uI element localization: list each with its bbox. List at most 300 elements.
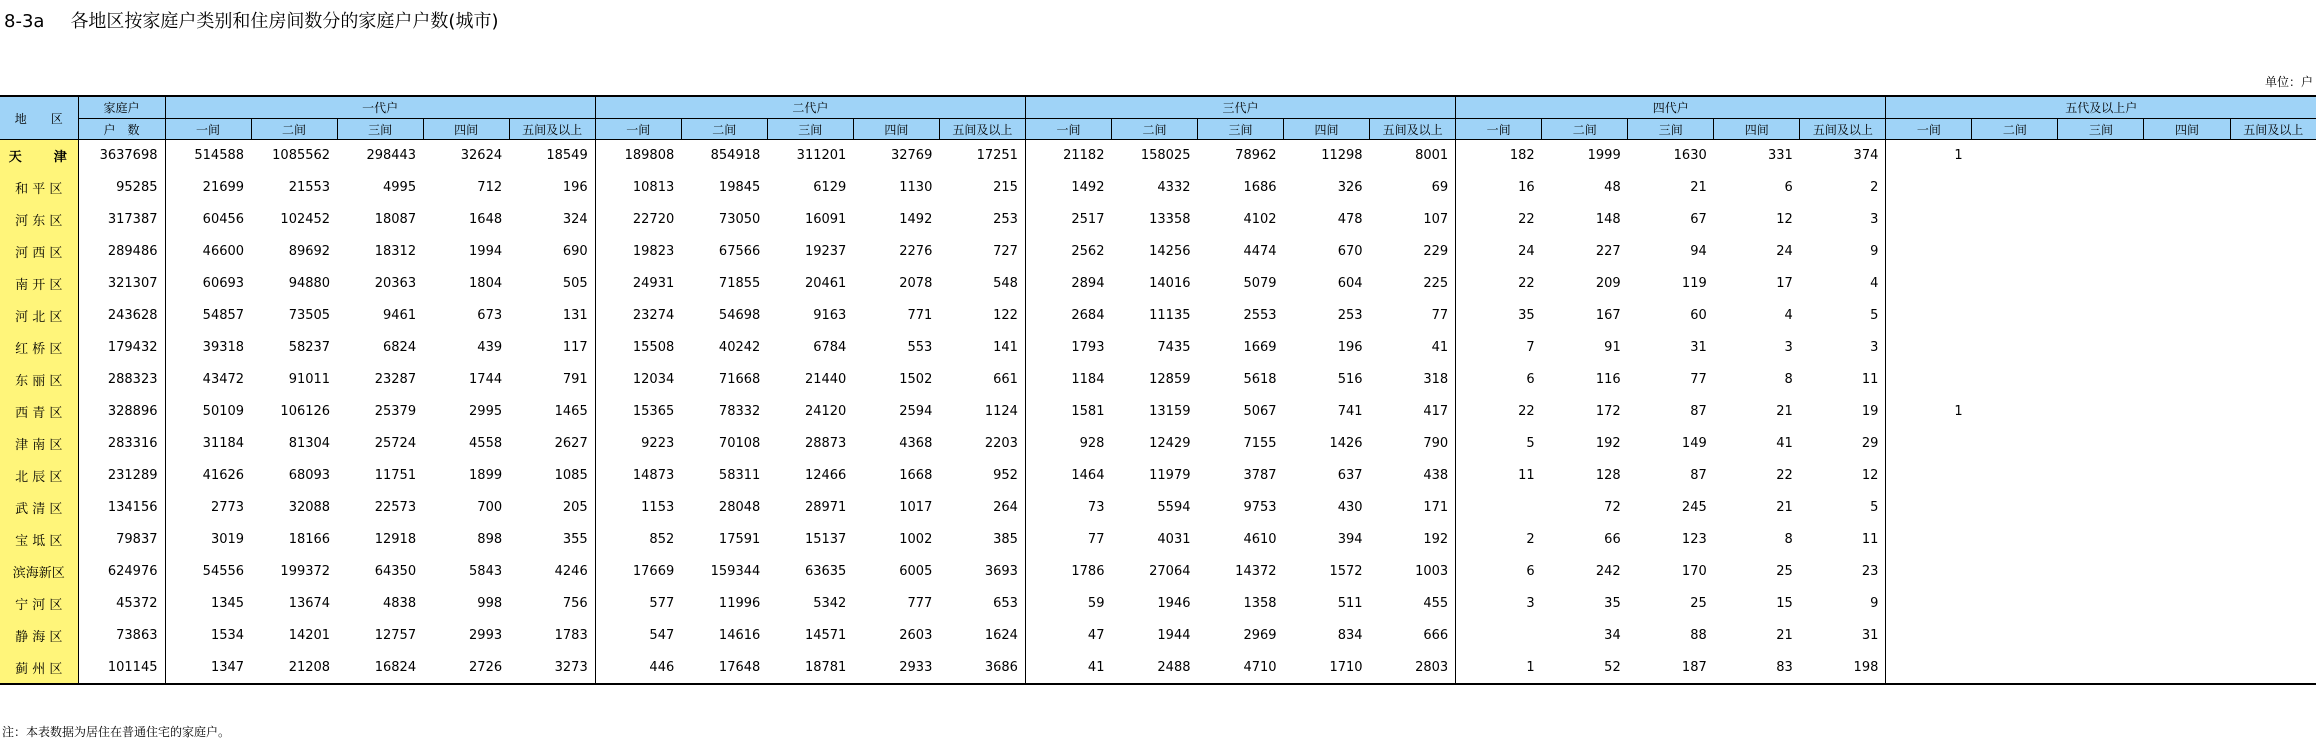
value-cell: [2230, 172, 2316, 204]
table-row: [0, 524, 2316, 556]
value-cell: 1630: [1673, 148, 1707, 164]
value-cell: 2969: [1243, 628, 1277, 643]
value-cell: 13358: [1149, 212, 1191, 227]
value-cell: 1492: [899, 212, 933, 227]
value-cell: 4: [1784, 308, 1793, 323]
value-cell: 385: [939, 524, 1025, 556]
value-cell: 9163: [813, 308, 847, 323]
value-cell: 2517: [1071, 212, 1105, 227]
total-cell: 243628: [78, 300, 165, 332]
total-header-bottom: 户 数: [78, 119, 165, 140]
total-cell: 231289: [78, 460, 165, 492]
value-cell: 78332: [718, 404, 761, 419]
value-cell: [1886, 364, 1972, 396]
value-cell: 4838: [383, 596, 417, 611]
value-cell: 25: [1690, 596, 1707, 611]
value-cell: [1456, 492, 1542, 524]
value-cell: 791: [509, 364, 595, 396]
value-cell: 505: [509, 268, 595, 300]
value-cell: 34: [1604, 628, 1621, 643]
value-cell: [2058, 300, 2144, 332]
value-cell: 3019: [210, 532, 245, 547]
room-header: 四间: [1284, 119, 1370, 140]
value-cell: [1886, 204, 1972, 236]
value-cell: 1668: [899, 468, 933, 483]
value-cell: 94880: [288, 276, 331, 291]
value-cell: 205: [509, 492, 595, 524]
value-cell: 27064: [1149, 564, 1191, 579]
group-header: 四代户: [1456, 96, 1886, 119]
value-cell: 12: [1800, 460, 1886, 492]
value-cell: 2: [1526, 532, 1535, 547]
value-cell: 7: [1526, 340, 1535, 355]
value-cell: 225: [1370, 268, 1456, 300]
value-cell: 1581: [1071, 404, 1105, 419]
table-row: [0, 300, 2316, 332]
value-cell: [1886, 236, 1972, 268]
value-cell: 60693: [202, 276, 245, 291]
room-header: 一间: [1886, 119, 1972, 140]
value-cell: 22: [1518, 404, 1535, 419]
value-cell: 2203: [939, 428, 1025, 460]
value-cell: 41626: [202, 468, 245, 483]
value-cell: [2144, 364, 2230, 396]
value-cell: [1972, 524, 2058, 556]
value-cell: [2144, 620, 2230, 652]
value-cell: 553: [907, 340, 933, 355]
value-cell: 5: [1800, 300, 1886, 332]
room-header: 三间: [767, 119, 853, 140]
value-cell: 9461: [383, 308, 417, 323]
value-cell: 9223: [641, 436, 675, 451]
value-cell: 32769: [890, 148, 933, 164]
value-cell: 577: [649, 596, 675, 611]
value-cell: 9: [1800, 588, 1886, 620]
value-cell: 253: [1337, 308, 1363, 323]
value-cell: 4368: [899, 436, 933, 451]
value-cell: 6: [1526, 372, 1535, 387]
value-cell: 25: [1776, 564, 1793, 579]
value-cell: 18166: [288, 532, 331, 547]
room-header: 三间: [1198, 119, 1284, 140]
value-cell: 24120: [804, 404, 847, 419]
value-cell: 25724: [374, 436, 417, 451]
value-cell: 31: [1690, 340, 1707, 355]
value-cell: 511: [1337, 596, 1363, 611]
value-cell: 5: [1800, 492, 1886, 524]
value-cell: 12466: [804, 468, 847, 483]
value-cell: 73050: [718, 212, 761, 227]
value-cell: 35: [1518, 308, 1535, 323]
value-cell: 324: [509, 204, 595, 236]
value-cell: 119: [1681, 276, 1707, 291]
value-cell: 854918: [710, 148, 761, 164]
value-cell: [2144, 268, 2230, 300]
value-cell: [1972, 172, 2058, 204]
value-cell: 67566: [718, 244, 761, 259]
value-cell: 67: [1690, 212, 1707, 227]
total-cell: 624976: [78, 556, 165, 588]
value-cell: 158025: [1140, 148, 1191, 164]
value-cell: 21: [1690, 180, 1707, 195]
value-cell: 70108: [718, 436, 761, 451]
value-cell: [1886, 428, 1972, 460]
value-cell: [2230, 620, 2316, 652]
value-cell: 71668: [718, 372, 761, 387]
value-cell: 547: [649, 628, 675, 643]
value-cell: 6784: [813, 340, 847, 355]
value-cell: 25379: [374, 404, 417, 419]
value-cell: 245: [1681, 500, 1707, 515]
value-cell: 17591: [718, 532, 761, 547]
value-cell: 18312: [374, 244, 417, 259]
value-cell: 107: [1370, 204, 1456, 236]
table-row: [0, 460, 2316, 492]
value-cell: 189808: [624, 148, 675, 164]
value-cell: 128: [1595, 468, 1621, 483]
value-cell: 141: [939, 332, 1025, 364]
value-cell: 4: [1800, 268, 1886, 300]
value-cell: 91: [1604, 340, 1621, 355]
value-cell: 196: [509, 172, 595, 204]
value-cell: 19: [1800, 396, 1886, 428]
value-cell: 834: [1337, 628, 1363, 643]
value-cell: 1783: [509, 620, 595, 652]
value-cell: 91011: [288, 372, 331, 387]
value-cell: [2230, 268, 2316, 300]
room-header: 四间: [2144, 119, 2230, 140]
footnote: 注：本表数据为居住在普通住宅的家庭户。: [2, 725, 231, 739]
value-cell: 2726: [423, 652, 509, 684]
value-cell: 54556: [202, 564, 245, 579]
value-cell: 58311: [718, 468, 761, 483]
room-header: 一间: [165, 119, 251, 140]
value-cell: 14571: [804, 628, 847, 643]
value-cell: [2230, 460, 2316, 492]
value-cell: 3686: [939, 652, 1025, 684]
value-cell: 2488: [1111, 652, 1197, 684]
value-cell: 41: [1025, 652, 1111, 684]
value-cell: [2230, 204, 2316, 236]
value-cell: 148: [1595, 212, 1621, 227]
value-cell: 11751: [374, 468, 417, 483]
value-cell: 5843: [469, 564, 503, 579]
table-row: [0, 428, 2316, 460]
value-cell: 670: [1337, 244, 1363, 259]
table-row: [0, 140, 2316, 172]
room-header: 一间: [595, 119, 681, 140]
total-cell: 179432: [78, 332, 165, 364]
value-cell: [2230, 588, 2316, 620]
room-header: 五间及以上: [2230, 119, 2316, 140]
value-cell: 17648: [681, 652, 767, 684]
region-cell: 西 青 区: [0, 396, 78, 428]
value-cell: 1899: [469, 468, 503, 483]
value-cell: 2773: [210, 500, 245, 515]
value-cell: 790: [1370, 428, 1456, 460]
value-cell: 1994: [469, 244, 503, 259]
value-cell: 170: [1681, 564, 1707, 579]
total-cell: 101145: [78, 652, 165, 684]
value-cell: 20363: [374, 276, 417, 291]
value-cell: 22: [1518, 276, 1535, 291]
page-title: [4, 7, 498, 33]
total-cell: 134156: [78, 492, 165, 524]
value-cell: [2230, 524, 2316, 556]
value-cell: 149: [1681, 436, 1707, 451]
value-cell: 16824: [337, 652, 423, 684]
value-cell: 63635: [804, 564, 847, 579]
region-cell: 河 北 区: [0, 300, 78, 332]
value-cell: 298443: [366, 148, 417, 164]
room-header: 二间: [1111, 119, 1197, 140]
value-cell: 31: [1800, 620, 1886, 652]
value-cell: 15137: [804, 532, 847, 547]
value-cell: 673: [477, 308, 503, 323]
value-cell: 4558: [469, 436, 503, 451]
total-cell: 45372: [78, 588, 165, 620]
value-cell: 253: [939, 204, 1025, 236]
value-cell: 4031: [1157, 532, 1191, 547]
value-cell: 3: [1526, 596, 1535, 611]
value-cell: [2058, 396, 2144, 428]
value-cell: 159344: [710, 564, 761, 579]
value-cell: 22573: [374, 500, 417, 515]
value-cell: 1502: [899, 372, 933, 387]
value-cell: 77: [1370, 300, 1456, 332]
value-cell: 89692: [288, 244, 331, 259]
value-cell: [2058, 140, 2144, 172]
region-cell: 宁 河 区: [0, 588, 78, 620]
value-cell: 1944: [1157, 628, 1191, 643]
value-cell: [2058, 460, 2144, 492]
value-cell: 741: [1337, 404, 1363, 419]
value-cell: 14016: [1149, 276, 1191, 291]
value-cell: [2058, 364, 2144, 396]
value-cell: 77: [1087, 532, 1105, 547]
value-cell: 1085562: [272, 148, 331, 164]
value-cell: 2803: [1370, 652, 1456, 684]
value-cell: [1972, 204, 2058, 236]
value-cell: 18781: [767, 652, 853, 684]
value-cell: 852: [649, 532, 675, 547]
total-cell: 321307: [78, 268, 165, 300]
room-header: 三间: [1628, 119, 1714, 140]
value-cell: 20461: [804, 276, 847, 291]
value-cell: [1886, 620, 1972, 652]
value-cell: 13674: [288, 596, 331, 611]
value-cell: 3: [1784, 340, 1793, 355]
value-cell: 41: [1370, 332, 1456, 364]
value-cell: 52: [1542, 652, 1628, 684]
value-cell: 1572: [1329, 564, 1363, 579]
region-cell: 和 平 区: [0, 172, 78, 204]
value-cell: 19845: [718, 180, 761, 195]
value-cell: [2144, 332, 2230, 364]
table-title: 各地区按家庭户类别和住房间数分的家庭户户数(城市): [70, 11, 499, 32]
value-cell: 2684: [1071, 308, 1105, 323]
value-cell: 4610: [1243, 532, 1277, 547]
value-cell: 54857: [202, 308, 245, 323]
value-cell: 83: [1714, 652, 1800, 684]
value-cell: 10813: [632, 180, 675, 195]
value-cell: 4474: [1243, 244, 1277, 259]
total-cell: 317387: [78, 204, 165, 236]
value-cell: 41: [1776, 436, 1793, 451]
value-cell: [1972, 332, 2058, 364]
region-cell: 天 津: [0, 140, 78, 172]
region-cell: 东 丽 区: [0, 364, 78, 396]
table-row: [0, 492, 2316, 524]
value-cell: 12034: [632, 372, 675, 387]
value-cell: 1003: [1370, 556, 1456, 588]
value-cell: 9: [1800, 236, 1886, 268]
value-cell: 1534: [210, 628, 245, 643]
value-cell: [2058, 652, 2144, 684]
value-cell: 12429: [1149, 436, 1191, 451]
value-cell: 1: [1456, 652, 1542, 684]
region-cell: 宝 坻 区: [0, 524, 78, 556]
value-cell: 68093: [288, 468, 331, 483]
table-row: [0, 396, 2316, 428]
value-cell: [1972, 300, 2058, 332]
value-cell: [1886, 332, 1972, 364]
value-cell: [1886, 524, 1972, 556]
value-cell: 18087: [374, 212, 417, 227]
region-header: 地 区: [0, 96, 78, 140]
value-cell: 6: [1526, 564, 1535, 579]
value-cell: 17669: [632, 564, 675, 579]
total-cell: 95285: [78, 172, 165, 204]
value-cell: 21: [1776, 500, 1793, 515]
value-cell: 318: [1370, 364, 1456, 396]
value-cell: 14873: [632, 468, 675, 483]
value-cell: [2144, 556, 2230, 588]
value-cell: 6129: [813, 180, 847, 195]
value-cell: 1786: [1071, 564, 1105, 579]
value-cell: 196: [1337, 340, 1363, 355]
value-cell: 700: [477, 500, 503, 515]
value-cell: 182: [1509, 148, 1535, 164]
value-cell: [2058, 332, 2144, 364]
value-cell: 29: [1800, 428, 1886, 460]
region-cell: 北 辰 区: [0, 460, 78, 492]
value-cell: 14256: [1149, 244, 1191, 259]
value-cell: [1972, 460, 2058, 492]
value-cell: 6: [1784, 180, 1793, 195]
value-cell: 516: [1337, 372, 1363, 387]
value-cell: 16091: [804, 212, 847, 227]
value-cell: 514588: [194, 148, 245, 164]
value-cell: 21553: [288, 180, 331, 195]
value-cell: 11979: [1149, 468, 1191, 483]
value-cell: 21440: [804, 372, 847, 387]
value-cell: 12859: [1149, 372, 1191, 387]
value-cell: 59: [1087, 596, 1105, 611]
value-cell: [1972, 428, 2058, 460]
total-cell: 289486: [78, 236, 165, 268]
value-cell: 1130: [899, 180, 933, 195]
value-cell: [1972, 620, 2058, 652]
value-cell: 394: [1337, 532, 1363, 547]
value-cell: 24931: [632, 276, 675, 291]
table-row: [0, 236, 2316, 268]
table-row: [0, 588, 2316, 620]
value-cell: 1669: [1243, 340, 1277, 355]
value-cell: 2553: [1243, 308, 1277, 323]
value-cell: 81304: [288, 436, 331, 451]
value-cell: 13159: [1149, 404, 1191, 419]
value-cell: 18549: [509, 140, 595, 172]
value-cell: 1492: [1071, 180, 1105, 195]
value-cell: [1972, 492, 2058, 524]
value-cell: 40242: [718, 340, 761, 355]
value-cell: 5618: [1243, 372, 1277, 387]
room-header: 二间: [1542, 119, 1628, 140]
value-cell: 28048: [718, 500, 761, 515]
value-cell: 21182: [1063, 148, 1105, 164]
value-cell: 22: [1776, 468, 1793, 483]
value-cell: 1426: [1329, 436, 1363, 451]
value-cell: 5342: [813, 596, 847, 611]
value-cell: 73505: [288, 308, 331, 323]
region-cell: 滨海新区: [0, 556, 78, 588]
value-cell: 73: [1087, 500, 1105, 515]
value-cell: 4332: [1157, 180, 1191, 195]
room-header: 三间: [337, 119, 423, 140]
value-cell: [1972, 140, 2058, 172]
value-cell: [2058, 620, 2144, 652]
value-cell: 171: [1370, 492, 1456, 524]
value-cell: 326: [1337, 180, 1363, 195]
value-cell: [2144, 300, 2230, 332]
value-cell: 28873: [804, 436, 847, 451]
value-cell: 28971: [804, 500, 847, 515]
table-row: [0, 204, 2316, 236]
value-cell: 3: [1800, 332, 1886, 364]
value-cell: 478: [1337, 212, 1363, 227]
value-cell: 122: [939, 300, 1025, 332]
group-header: 三代户: [1025, 96, 1455, 119]
value-cell: 1002: [899, 532, 933, 547]
value-cell: 1744: [469, 372, 503, 387]
value-cell: 71855: [718, 276, 761, 291]
value-cell: 3: [1800, 204, 1886, 236]
table-row: [0, 556, 2316, 588]
value-cell: 23287: [374, 372, 417, 387]
value-cell: 21699: [202, 180, 245, 195]
room-header: 二间: [1972, 119, 2058, 140]
value-cell: 712: [477, 180, 503, 195]
value-cell: 117: [509, 332, 595, 364]
value-cell: [2144, 588, 2230, 620]
value-cell: [2058, 268, 2144, 300]
room-header: 四间: [853, 119, 939, 140]
value-cell: 47: [1087, 628, 1105, 643]
value-cell: 2993: [469, 628, 503, 643]
value-cell: 430: [1337, 500, 1363, 515]
region-cell: 河 西 区: [0, 236, 78, 268]
value-cell: 264: [939, 492, 1025, 524]
table-row: [0, 268, 2316, 300]
total-cell: 283316: [78, 428, 165, 460]
value-cell: 106126: [280, 404, 331, 419]
value-cell: 215: [939, 172, 1025, 204]
value-cell: 1124: [939, 396, 1025, 428]
value-cell: [1886, 588, 1972, 620]
value-cell: 15508: [632, 340, 675, 355]
value-cell: 6005: [899, 564, 933, 579]
